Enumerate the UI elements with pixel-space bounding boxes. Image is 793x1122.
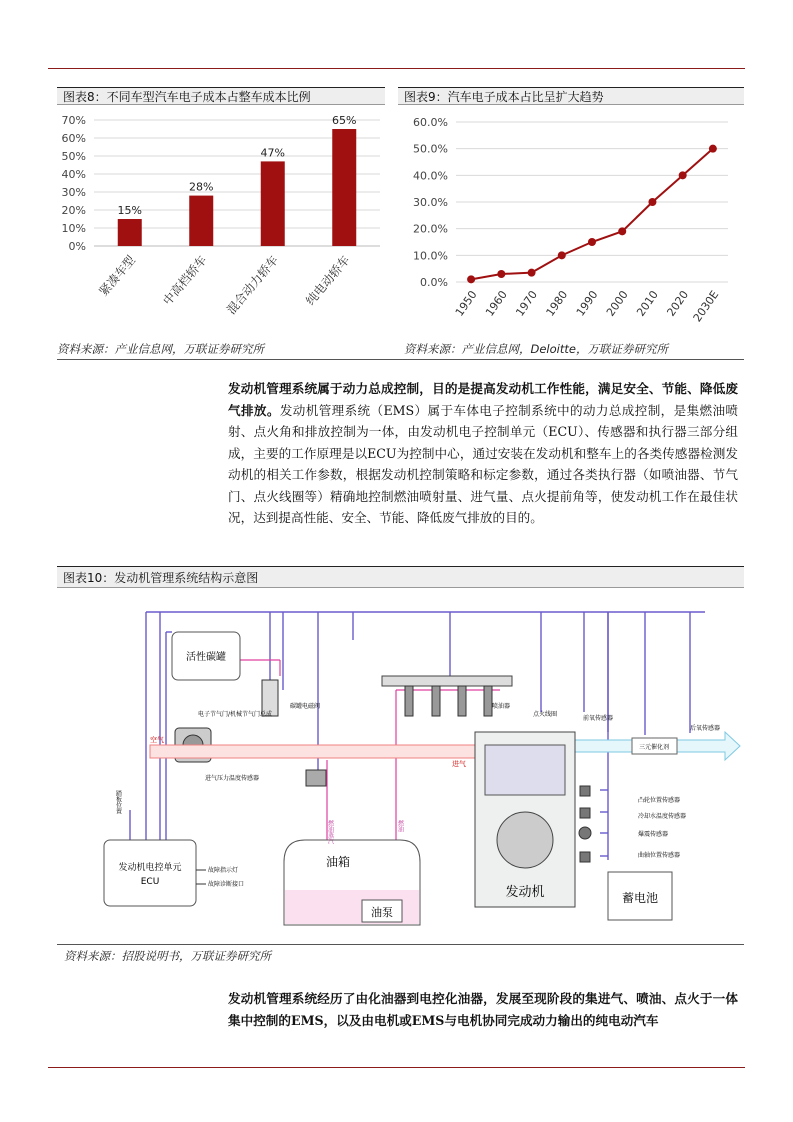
y-tick-label: 30.0% [413, 196, 448, 209]
throttle-label: 电子节气门/机械节气门总成 [198, 711, 273, 718]
fig9-line-chart [398, 108, 744, 340]
x-tick-label: 混合动力轿车 [224, 252, 282, 318]
y-tick-label: 70% [61, 114, 86, 127]
y-tick-label: 50.0% [413, 142, 448, 156]
x-tick-label: 中高档轿车 [160, 252, 210, 308]
data-label: 65% [332, 114, 357, 127]
x-tick-label: 1950 [452, 288, 480, 319]
ems-diagram [57, 590, 744, 944]
fig-divider [57, 359, 744, 360]
y-tick-label: 40% [61, 168, 86, 181]
fig10-source: 资料来源：招股说明书，万联证券研究所 [64, 949, 271, 963]
data-point [709, 145, 717, 153]
ecu-label: 发动机电控单元 ECU [118, 863, 182, 887]
paragraph-ems-evolution-text: 发动机管理系统经历了由化油器到电控化油器，发展至现阶段的集进气、喷油、点火于一体集中控制的EMS，以及由电机或EMS与电机协同完成动力输出的纯电动汽车 [228, 991, 738, 1028]
fuel-label: 燃油 [396, 820, 404, 832]
diag-lamp-label: 故障指示灯 [208, 867, 239, 874]
x-tick-label: 2030E [690, 288, 722, 325]
bar [332, 129, 356, 246]
injector-label: 喷油器 [492, 703, 511, 710]
map-sensor-label: 进气压力温度传感器 [205, 775, 260, 782]
data-label: 28% [189, 180, 214, 194]
bar [118, 219, 142, 246]
y-tick-label: 50% [61, 150, 86, 163]
fuel-pump-label: 油泵 [371, 906, 393, 919]
y-tick-label: 20.0% [413, 222, 448, 236]
data-point [648, 198, 656, 206]
fig9-source: 资料来源：产业信息网，Deloitte，万联证券研究所 [404, 342, 668, 356]
fig8-source: 资料来源：产业信息网，万联证券研究所 [57, 342, 264, 356]
knock-sensor-label: 爆震传感器 [638, 831, 669, 838]
data-point [618, 227, 626, 235]
x-tick-label: 紧凑车型 [96, 252, 139, 299]
data-point [467, 275, 475, 283]
fig10-bottom-rule [57, 944, 744, 945]
x-tick-label: 2000 [603, 288, 631, 319]
y-tick-label: 20% [61, 204, 86, 217]
fig8-caption: 图表8：不同车型汽车电子成本占整车成本比例 [57, 87, 385, 105]
x-tick-label: 2020 [664, 288, 692, 319]
paragraph-lead: 发动机管理系统属于动力总成控制，目的是提高发动机工作性能，满足安全、节能、降低废气排放。 [228, 381, 738, 418]
diag-port-label: 故障诊断接口 [208, 881, 245, 888]
fuel-vapor-label: 燃油蒸汽 [326, 820, 334, 844]
y-tick-label: 60% [61, 132, 86, 145]
bar [189, 196, 213, 246]
x-tick-label: 1990 [573, 288, 601, 319]
ignition-coil-label: 点火线圈 [533, 711, 558, 718]
y-tick-label: 10.0% [413, 249, 448, 263]
crank-sensor-label: 曲轴位置传感器 [638, 852, 681, 859]
fuel-tank-label: 油箱 [326, 855, 351, 869]
catalyst-label: 三元催化剂 [638, 744, 670, 751]
bar [261, 161, 285, 246]
y-tick-label: 40.0% [413, 169, 448, 183]
series-line [471, 149, 713, 280]
data-point [528, 269, 536, 277]
y-tick-label: 60.0% [413, 116, 448, 129]
engine-label: 发动机 [505, 885, 545, 900]
x-tick-label: 1980 [543, 288, 571, 319]
x-tick-label: 1960 [483, 288, 510, 319]
y-tick-label: 0.0% [420, 276, 448, 289]
data-point [679, 171, 687, 179]
carbon-canister-label: 活性碳罐 [186, 652, 226, 663]
data-point [588, 238, 596, 246]
footer-rule [48, 1067, 745, 1068]
data-label: 47% [260, 146, 285, 160]
y-tick-label: 10% [61, 222, 86, 235]
coolant-sensor-label: 冷却水温度传感器 [638, 813, 687, 820]
header-rule [48, 68, 745, 69]
y-tick-label: 30% [61, 186, 86, 199]
intake-label: 进气 [452, 760, 466, 768]
canister-valve-label: 碳罐电磁阀 [290, 703, 321, 710]
fig10-caption: 图表10：发动机管理系统结构示意图 [57, 566, 744, 588]
cam-sensor-label: 凸轮位置传感器 [638, 797, 681, 804]
o2-upstream-label: 前氧传感器 [583, 715, 614, 722]
paragraph-ems [228, 378, 738, 529]
data-label: 15% [117, 204, 142, 217]
x-tick-label: 1970 [513, 288, 541, 319]
y-tick-label: 0% [68, 240, 86, 253]
air-label: 空气 [150, 736, 164, 744]
fig8-bar-chart [50, 108, 390, 340]
data-point [558, 251, 566, 259]
fig9-caption: 图表9：汽车电子成本占比呈扩大趋势 [398, 87, 744, 105]
data-point [497, 270, 505, 278]
x-tick-label: 纯电动轿车 [303, 252, 353, 308]
paragraph-body: 发动机管理系统（EMS）属于车体电子控制系统中的动力总成控制，是集燃油喷射、点火角和排放控制为一体，由发动机电子控制单元（ECU）、传感器和执行器三部分组成，主要的工作原理是以ECU为控制中心，通过安装在发动机和整车上的各类传感器检测发动机的相关工作参数，根据发动机控制策略和标定参数，通过各类执行器（如喷油器、节气门、点火线圈等）精确地控制燃油喷射量、进气量、点火提前角等，使发动机工作在最佳状况，达到提高性能、安全、节能、降低废气排放的目的。 [228, 402, 739, 525]
battery-label: 蓄电池 [621, 891, 659, 905]
pedal-label: 踏板位置 [114, 790, 122, 814]
paragraph-ems-evolution [228, 988, 738, 1031]
o2-downstream-label: 后氧传感器 [690, 725, 721, 732]
x-tick-label: 2010 [634, 288, 661, 319]
